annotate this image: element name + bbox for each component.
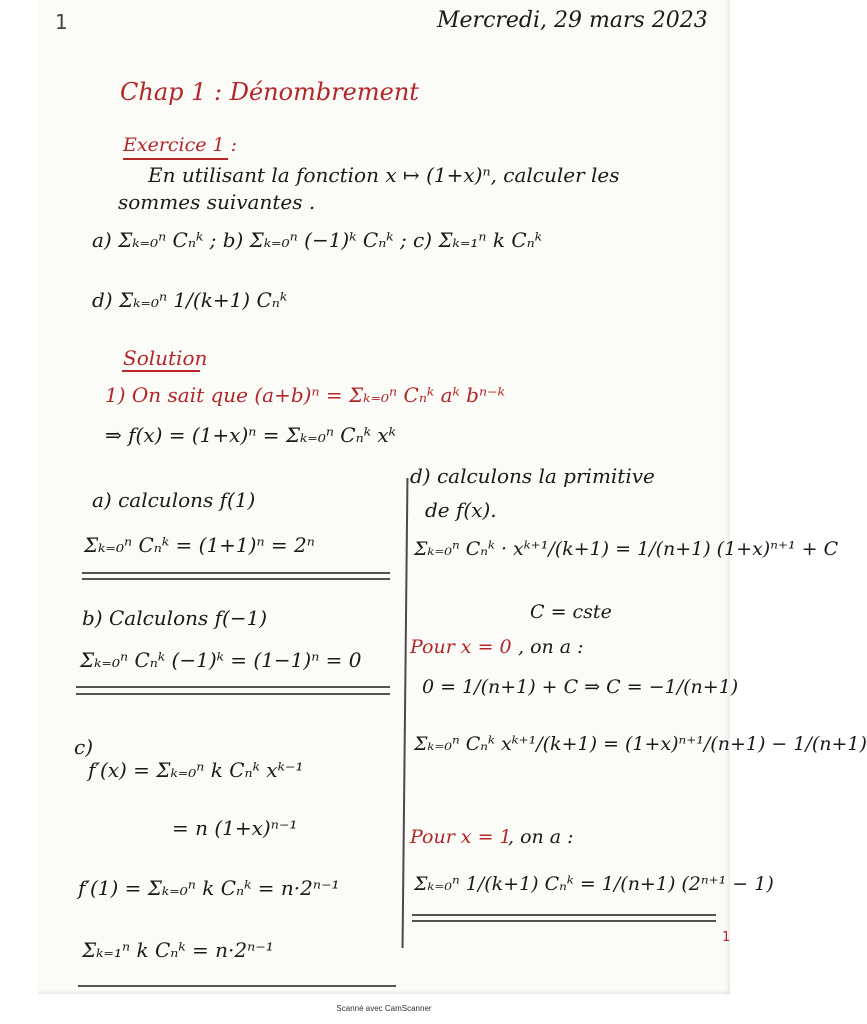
exercise-statement-line-2: sommes suivantes .: [118, 190, 316, 214]
exercise-item-d: d) Σₖ₌₀ⁿ 1/(k+1) Cₙᵏ: [92, 288, 288, 312]
part-c-derivative-closed-form: = n (1+x)ⁿ⁻¹: [172, 816, 298, 840]
part-a-rule-2: [82, 578, 390, 580]
solution-title: Solution: [123, 346, 208, 370]
part-d-result: Σₖ₌₀ⁿ 1/(k+1) Cₙᵏ = 1/(n+1) (2ⁿ⁺¹ − 1): [414, 873, 774, 895]
part-d-title-continued: de f(x).: [425, 498, 497, 522]
part-a-rule-1: [82, 572, 390, 574]
part-d-constant-note: C = cste: [530, 601, 612, 623]
part-d-case-x1-tail: , on a :: [508, 826, 574, 848]
page-date: Mercredi, 29 mars 2023: [437, 8, 708, 33]
part-d-general-equation: Σₖ₌₀ⁿ Cₙᵏ xᵏ⁺¹/(k+1) = (1+x)ⁿ⁺¹/(n+1) − 1/(n+1): [414, 733, 867, 755]
part-d-case-x0-label: Pour x = 0: [410, 636, 512, 658]
part-d-title: d) calculons la primitive: [410, 464, 655, 488]
part-d-rule-2: [412, 920, 716, 922]
solution-function-expansion: ⇒ f(x) = (1+x)ⁿ = Σₖ₌₀ⁿ Cₙᵏ xᵏ: [105, 423, 396, 447]
part-d-constant-equation: 0 = 1/(n+1) + C ⇒ C = −1/(n+1): [422, 676, 739, 698]
chapter-title: Chap 1 : Dénombrement: [120, 78, 419, 106]
part-c-rule: [78, 985, 396, 987]
page-edge-mark: 1: [722, 930, 731, 945]
solution-title-underline: [122, 370, 200, 372]
part-d-primitive-equation: Σₖ₌₀ⁿ Cₙᵏ · xᵏ⁺¹/(k+1) = 1/(n+1) (1+x)ⁿ⁺¹ + C: [414, 538, 839, 560]
part-a-title: a) calculons f(1): [92, 488, 256, 512]
part-d-case-x1-label: Pour x = 1: [410, 826, 512, 848]
scanner-footer-note: Scanné avec CamScanner: [336, 1004, 432, 1013]
part-d-rule-1: [412, 914, 716, 916]
part-b-title: b) Calculons f(−1): [82, 606, 268, 630]
part-c-result: Σₖ₌₁ⁿ k Cₙᵏ = n·2ⁿ⁻¹: [82, 938, 274, 962]
part-b-equation: Σₖ₌₀ⁿ Cₙᵏ (−1)ᵏ = (1−1)ⁿ = 0: [80, 648, 362, 672]
exercise-statement-line-1: En utilisant la fonction x ↦ (1+x)ⁿ, calculer les: [148, 163, 620, 187]
part-c-derivative: f′(x) = Σₖ₌₀ⁿ k Cₙᵏ xᵏ⁻¹: [88, 758, 304, 782]
part-d-case-x0-tail: , on a :: [518, 636, 584, 658]
part-a-equation: Σₖ₌₀ⁿ Cₙᵏ = (1+1)ⁿ = 2ⁿ: [84, 533, 315, 557]
page-margin-mark: 1: [55, 10, 68, 34]
part-c-derivative-at-one: f′(1) = Σₖ₌₀ⁿ k Cₙᵏ = n·2ⁿ⁻¹: [78, 876, 340, 900]
part-b-rule-2: [76, 693, 390, 695]
exercise-title: Exercice 1 :: [123, 134, 238, 156]
exercise-title-underline: [123, 158, 228, 160]
part-c-title: c): [74, 735, 94, 759]
part-b-rule-1: [76, 686, 390, 688]
exercise-items-abc: a) Σₖ₌₀ⁿ Cₙᵏ ; b) Σₖ₌₀ⁿ (−1)ᵏ Cₙᵏ ; c) Σₖ₌₁ⁿ k Cₙᵏ: [92, 228, 543, 252]
solution-binomial-formula: 1) On sait que (a+b)ⁿ = Σₖ₌₀ⁿ Cₙᵏ aᵏ bⁿ⁻ᵏ: [105, 383, 505, 407]
